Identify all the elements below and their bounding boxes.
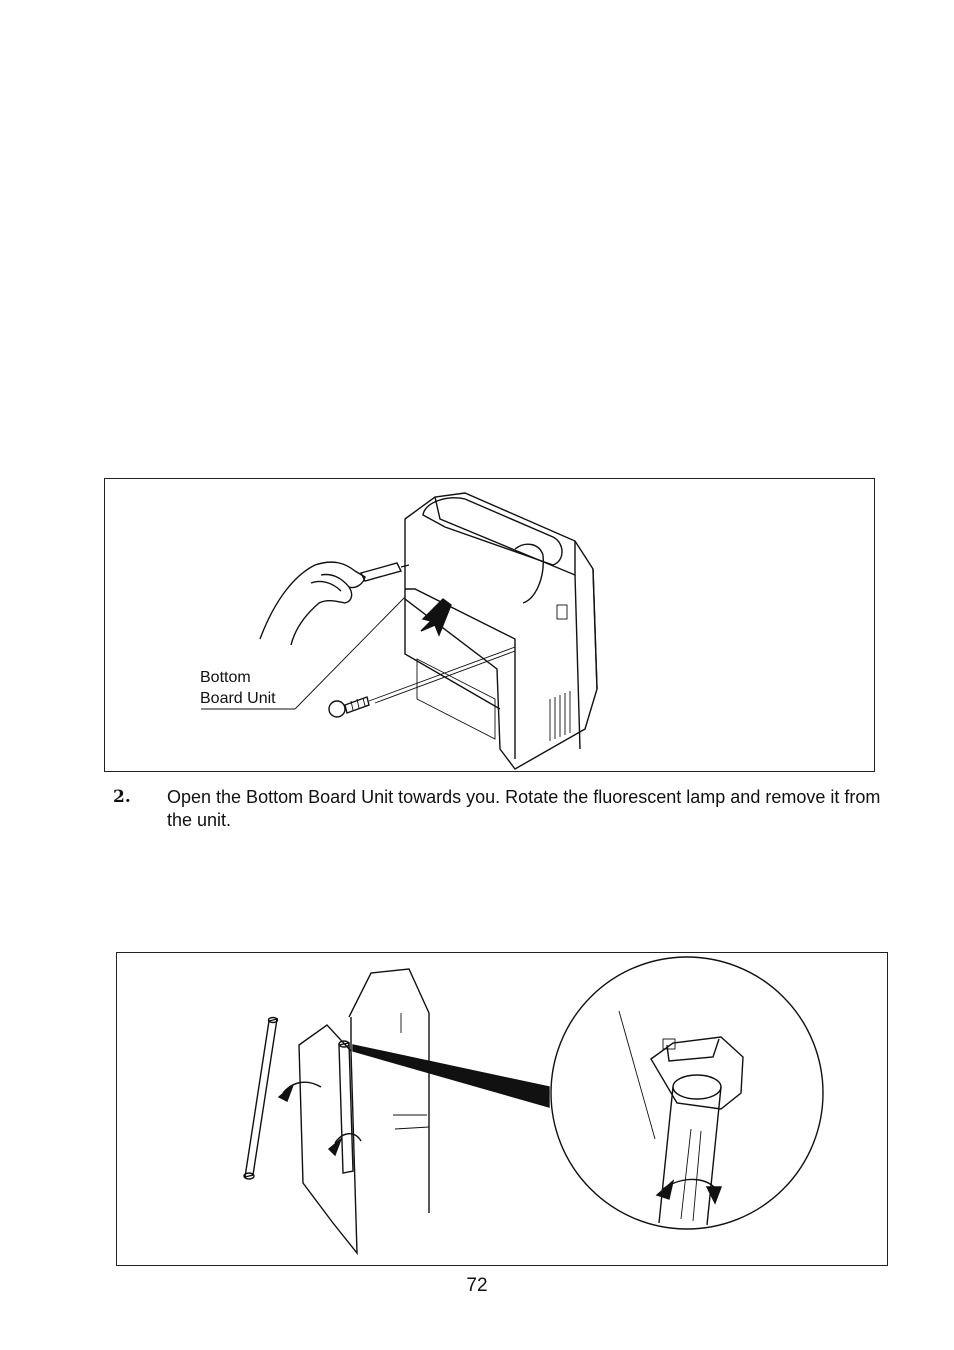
step-text: Open the Bottom Board Unit towards you. Rotate the fluorescent lamp and remove it from the unit. bbox=[167, 787, 881, 830]
page-number: 72 bbox=[466, 1275, 488, 1296]
illustration-lamp-rotation bbox=[117, 953, 889, 1267]
figure-bottom-board-unit bbox=[104, 478, 875, 772]
figure-fluorescent-lamp-removal bbox=[116, 952, 888, 1266]
label-board-unit: Board Unit bbox=[200, 690, 276, 707]
step-number: 2. bbox=[113, 787, 131, 807]
illustration-fax-unit-screw-removal bbox=[105, 479, 876, 773]
label-bottom: Bottom bbox=[200, 669, 251, 686]
